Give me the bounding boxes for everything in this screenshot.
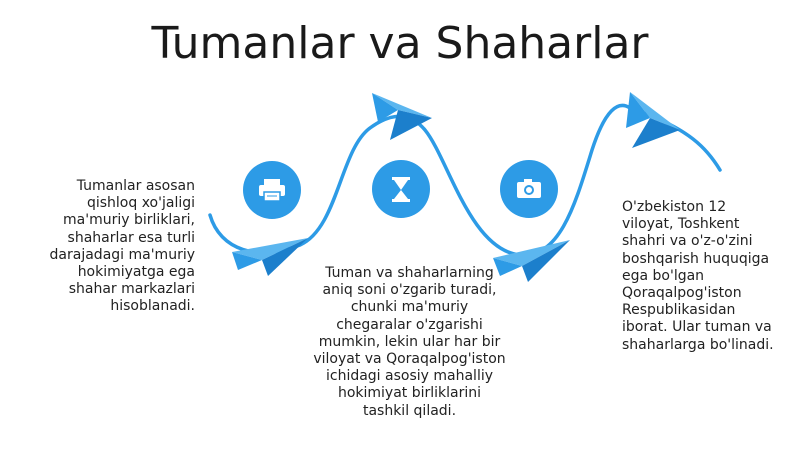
hourglass-icon [372, 160, 430, 218]
left-text-block: Tumanlar asosan qishloq xo'jaligi ma'muriy birliklari, shaharlar esa turli darajadagi ma'muriy hokimiyatga ega shahar markazlari hisoblanadi. [49, 178, 195, 315]
right-text-block: O'zbekiston 12 viloyat, Toshkent shahri va o'z-o'zini boshqarish huquqiga ega bo'lgan Qoraqalpog'iston Respublikasidan iborat. Ular tuman va shaharlarga bo'linadi. [622, 199, 774, 353]
camera-icon [500, 160, 558, 218]
middle-text-block: Tuman va shaharlarning aniq soni o'zgarib turadi, chunki ma'muriy chegaralar o'zgarishi mumkin, lekin ular har bir viloyat va Qoraqalpog'iston ichidagi asosiy mahalliy hokimiyat birliklarini tashkil qiladi. [313, 265, 506, 419]
paper-plane-2-icon [372, 93, 432, 140]
printer-icon [243, 161, 301, 219]
slide-title: Tumanlar va Shaharlar [151, 18, 649, 69]
paper-plane-4-icon [626, 92, 680, 148]
